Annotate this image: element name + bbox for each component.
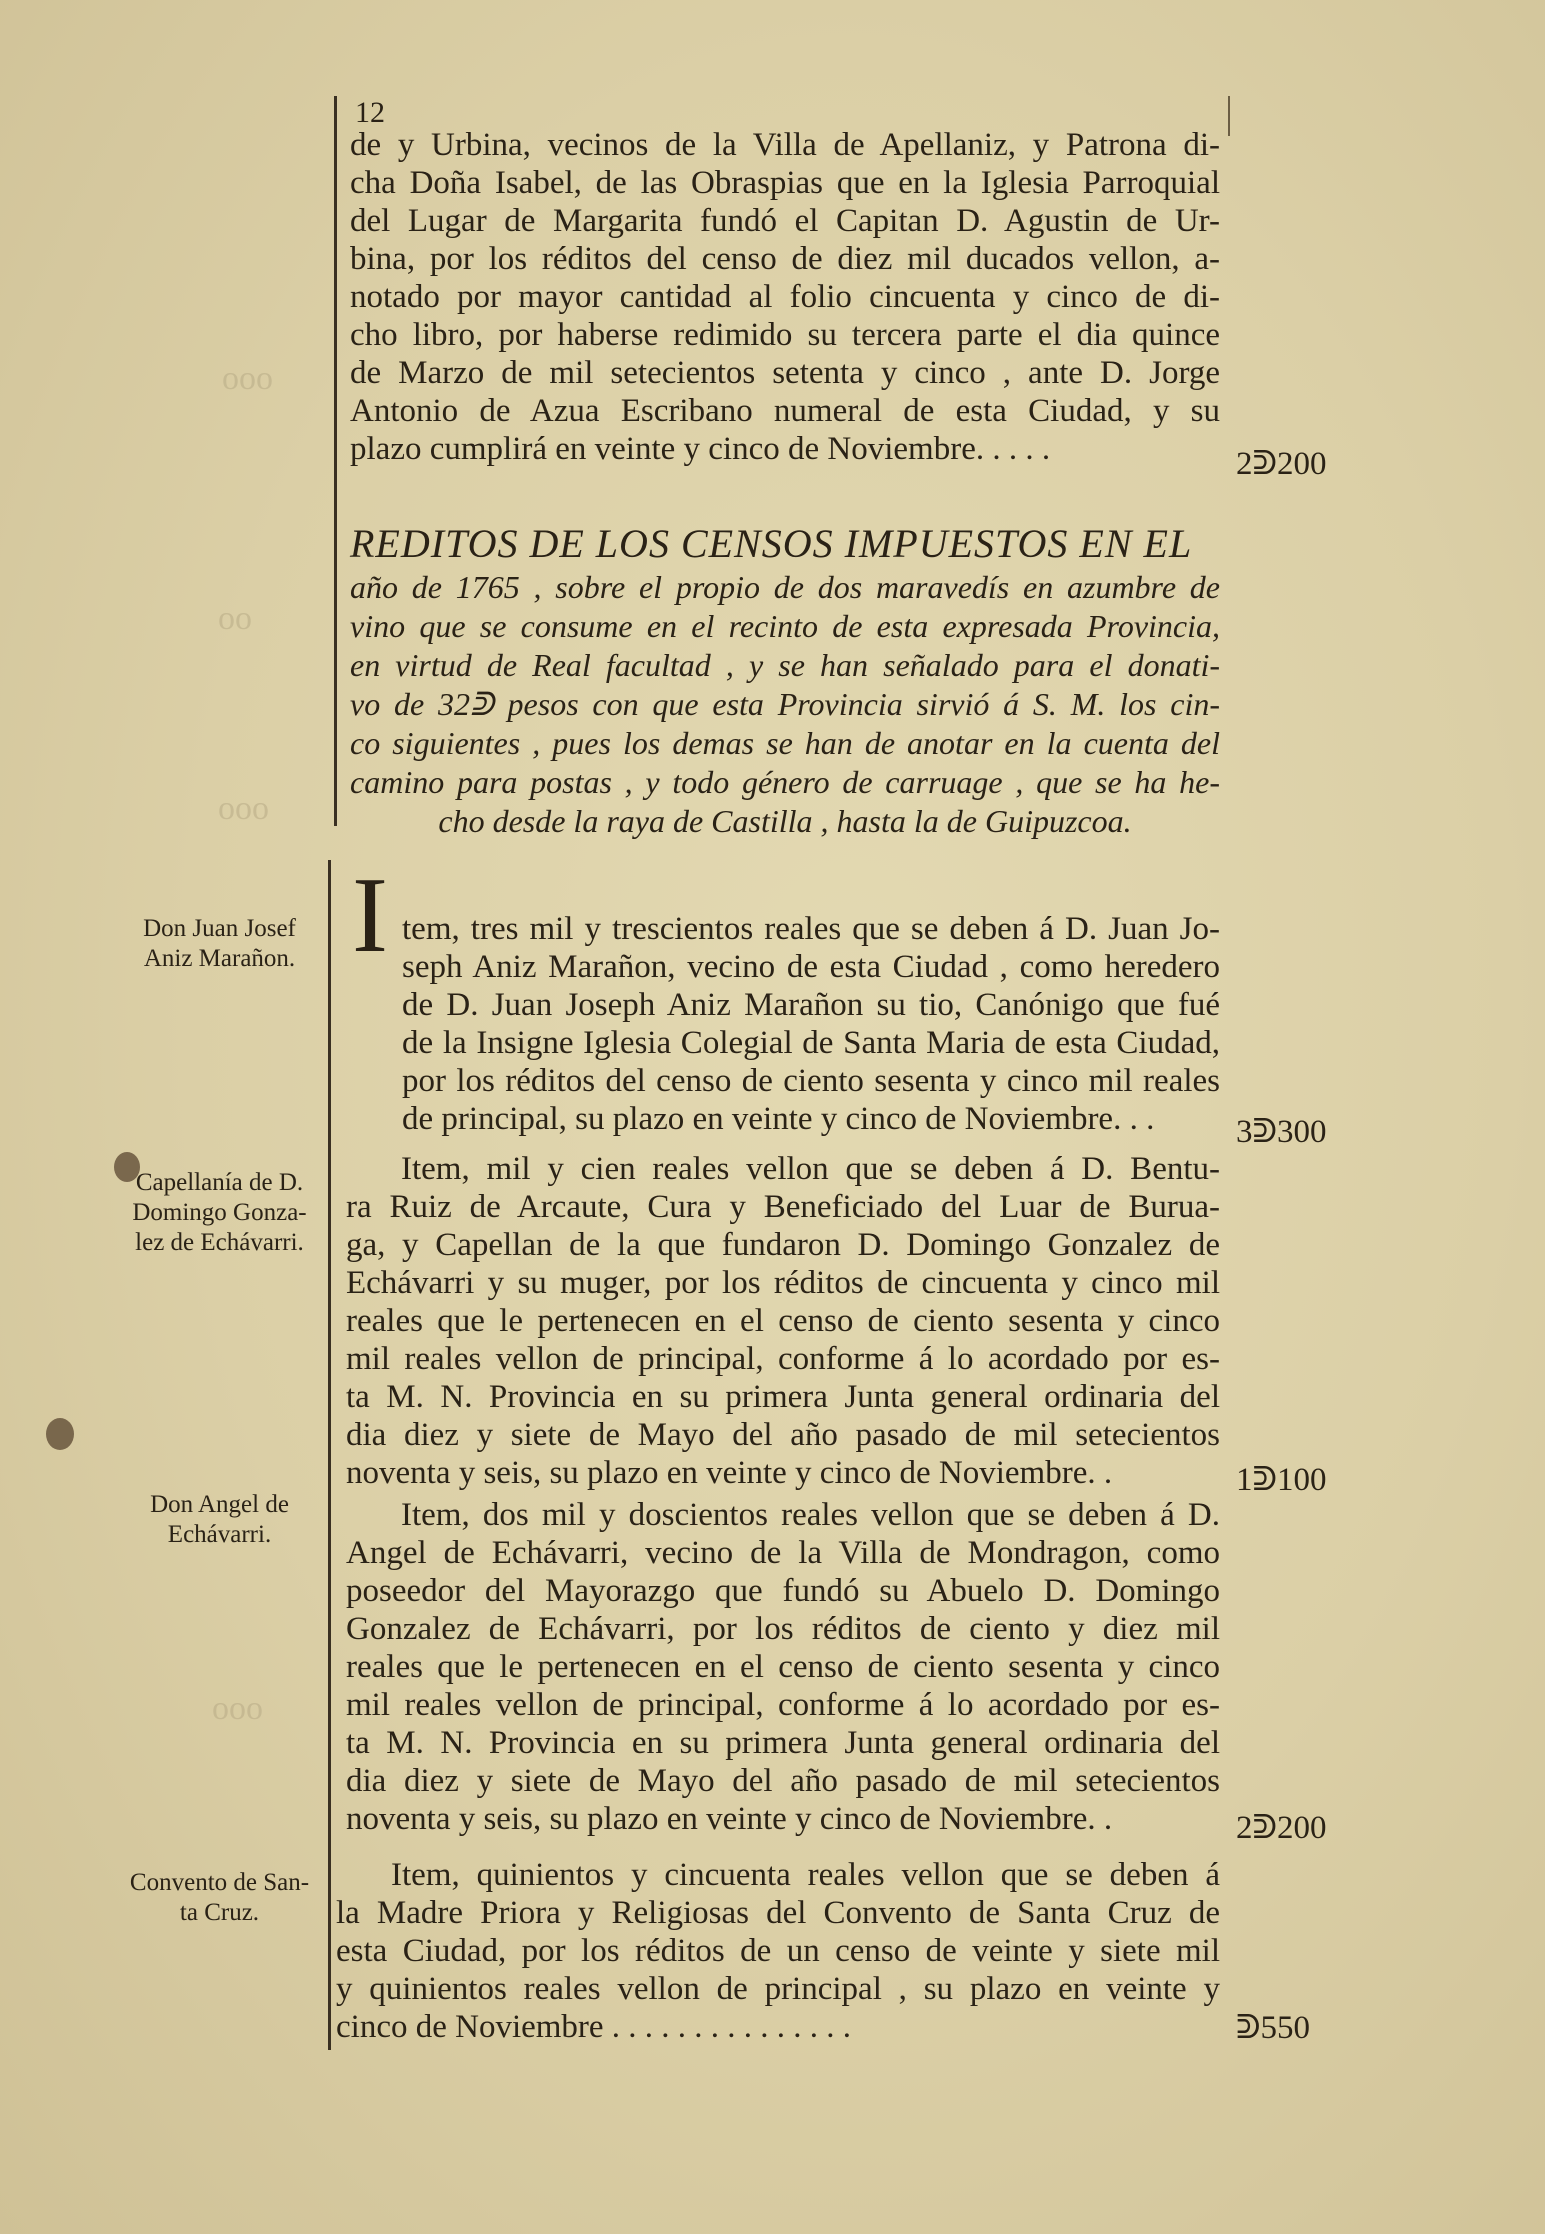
margin-note-line: Convento de San-: [129, 1869, 310, 1896]
text-line: co siguientes , pues los demas se han de anotar en la cuenta del: [350, 725, 1220, 761]
text-line: dia diez y siete de Mayo del año pasado de mil setecientos: [346, 1417, 1220, 1453]
margin-note-line: Don Angel de: [150, 1491, 289, 1518]
margin-note-line: Aniz Marañon.: [143, 945, 296, 972]
text-line: mil reales vellon de principal, conforme á lo acordado por es-: [346, 1341, 1220, 1377]
continuation-paragraph: [350, 126, 1220, 468]
margin-note-angel-echavarri: [112, 1490, 327, 1550]
text-line: Item, dos mil y doscientos reales vellon que se deben á D.: [401, 1497, 1220, 1533]
drop-cap: I: [352, 856, 388, 975]
text-line: de Marzo de mil setecientos setenta y cinco , ante D. Jorge: [350, 355, 1220, 391]
margin-note-line: Domingo Gonza-: [132, 1199, 307, 1226]
bleed-through-mark: ooo: [218, 790, 269, 827]
text-line: de D. Juan Joseph Aniz Marañon su tio, Canónigo que fué: [402, 987, 1220, 1023]
margin-note-line: ta Cruz.: [179, 1899, 260, 1926]
text-line: Echávarri y su muger, por los réditos de cincuenta y cinco mil: [346, 1265, 1220, 1301]
text-line: y quinientos reales vellon de principal , su plazo en veinte y: [336, 1971, 1220, 2007]
amount-convento-santa-cruz: ᕲ550: [1236, 2010, 1311, 2046]
text-line: vo de 32ᕲ pesos con que esta Provincia sirvió á S. M. los cin-: [350, 686, 1220, 722]
text-line: mil reales vellon de principal, conforme á lo acordado por es-: [346, 1687, 1220, 1723]
left-margin-rule: [328, 860, 331, 2050]
amount-aniz-maranon: 3ᕲ300: [1236, 1114, 1327, 1150]
text-line: Antonio de Azua Escribano numeral de esta Ciudad, y su: [350, 393, 1220, 429]
text-line: ga, y Capellan de la que fundaron D. Domingo Gonzalez de: [346, 1227, 1220, 1263]
margin-note-line: lez de Echávarri.: [135, 1229, 304, 1256]
text-line: cha Doña Isabel, de las Obraspias que en la Iglesia Parroquial: [350, 165, 1220, 201]
text-line: camino para postas , y todo género de carruage , que se ha he-: [350, 764, 1220, 800]
text-line: de principal, su plazo en veinte y cinco de Noviembre. . .: [402, 1101, 1155, 1137]
text-line: notado por mayor cantidad al folio cincuenta y cinco de di-: [350, 279, 1220, 315]
text-line: la Madre Priora y Religiosas del Convento de Santa Cruz de: [336, 1895, 1220, 1931]
heading-title: REDITOS DE LOS CENSOS IMPUESTOS EN EL: [350, 521, 1193, 566]
text-line: cho desde la raya de Castilla , hasta la de Guipuzcoa.: [438, 803, 1132, 839]
text-line: poseedor del Mayorazgo que fundó su Abuelo D. Domingo: [346, 1573, 1220, 1609]
text-line: por los réditos del censo de ciento sesenta y cinco mil reales: [402, 1063, 1220, 1099]
text-line: bina, por los réditos del censo de diez mil ducados vellon, a-: [350, 241, 1220, 277]
text-line: ra Ruiz de Arcaute, Cura y Beneficiado del Luar de Burua-: [346, 1189, 1220, 1225]
text-line: Item, quinientos y cincuenta reales vellon que se deben á: [391, 1857, 1220, 1893]
right-margin-mark: [1228, 96, 1230, 136]
ink-stain: [46, 1418, 74, 1450]
text-line: en virtud de Real facultad , y se han señalado para el donati-: [350, 647, 1220, 683]
entry-aniz-maranon: [402, 910, 1220, 1138]
page-number: 12: [355, 96, 385, 129]
text-line: reales que le pertenecen en el censo de ciento sesenta y cinco: [346, 1303, 1220, 1339]
text-line: cho libro, por haberse redimido su tercera parte el dia quince: [350, 317, 1220, 353]
text-line: noventa y seis, su plazo en veinte y cinco de Noviembre. .: [346, 1455, 1113, 1491]
amount-capellania: 1ᕲ100: [1236, 1462, 1327, 1498]
text-line: del Lugar de Margarita fundó el Capitan D. Agustin de Ur-: [350, 203, 1220, 239]
bleed-through-mark: oo: [218, 600, 252, 637]
text-line: dia diez y siete de Mayo del año pasado de mil setecientos: [346, 1763, 1220, 1799]
margin-note-capellania: [112, 1168, 327, 1258]
text-line: Item, mil y cien reales vellon que se deben á D. Bentu-: [401, 1151, 1220, 1187]
text-line: vino que se consume en el recinto de esta expresada Provincia,: [350, 608, 1220, 644]
text-line: Angel de Echávarri, vecino de la Villa de Mondragon, como: [346, 1535, 1220, 1571]
text-line: esta Ciudad, por los réditos de un censo de veinte y siete mil: [336, 1933, 1220, 1969]
entry-angel-echavarri: [346, 1496, 1220, 1838]
text-line: año de 1765 , sobre el propio de dos maravedís en azumbre de: [350, 569, 1220, 605]
text-line: de la Insigne Iglesia Colegial de Santa Maria de esta Ciudad,: [402, 1025, 1220, 1061]
amount-angel-echavarri: 2ᕲ200: [1236, 1810, 1327, 1846]
margin-note-convento-santa-cruz: [112, 1868, 327, 1928]
margin-note-aniz-maranon: [112, 914, 327, 974]
entry-convento-santa-cruz: [336, 1856, 1220, 2046]
margin-note-line: Don Juan Josef: [143, 915, 296, 942]
bleed-through-mark: ooo: [222, 360, 273, 397]
left-margin-rule: [334, 96, 337, 826]
text-line: de y Urbina, vecinos de la Villa de Apellaniz, y Patrona di-: [350, 127, 1220, 163]
amount-top: 2ᕲ200: [1236, 446, 1327, 482]
text-line: reales que le pertenecen en el censo de ciento sesenta y cinco: [346, 1649, 1220, 1685]
entry-capellania: [346, 1150, 1220, 1492]
text-line: noventa y seis, su plazo en veinte y cinco de Noviembre. .: [346, 1801, 1113, 1837]
margin-note-line: Capellanía de D.: [135, 1169, 304, 1196]
bleed-through-mark: ooo: [212, 1690, 263, 1727]
text-line: seph Aniz Marañon, vecino de esta Ciudad , como heredero: [402, 949, 1220, 985]
text-line: tem, tres mil y trescientos reales que se deben á D. Juan Jo-: [402, 911, 1220, 947]
text-line: ta M. N. Provincia en su primera Junta general ordinaria del: [346, 1379, 1220, 1415]
text-line: cinco de Noviembre . . . . . . . . . . . . . . .: [336, 2009, 852, 2045]
section-heading: [350, 520, 1220, 841]
margin-note-line: Echávarri.: [167, 1521, 272, 1548]
text-line: Gonzalez de Echávarri, por los réditos de ciento y diez mil: [346, 1611, 1220, 1647]
text-line: plazo cumplirá en veinte y cinco de Noviembre. . . . .: [350, 431, 1051, 467]
text-line: ta M. N. Provincia en su primera Junta general ordinaria del: [346, 1725, 1220, 1761]
